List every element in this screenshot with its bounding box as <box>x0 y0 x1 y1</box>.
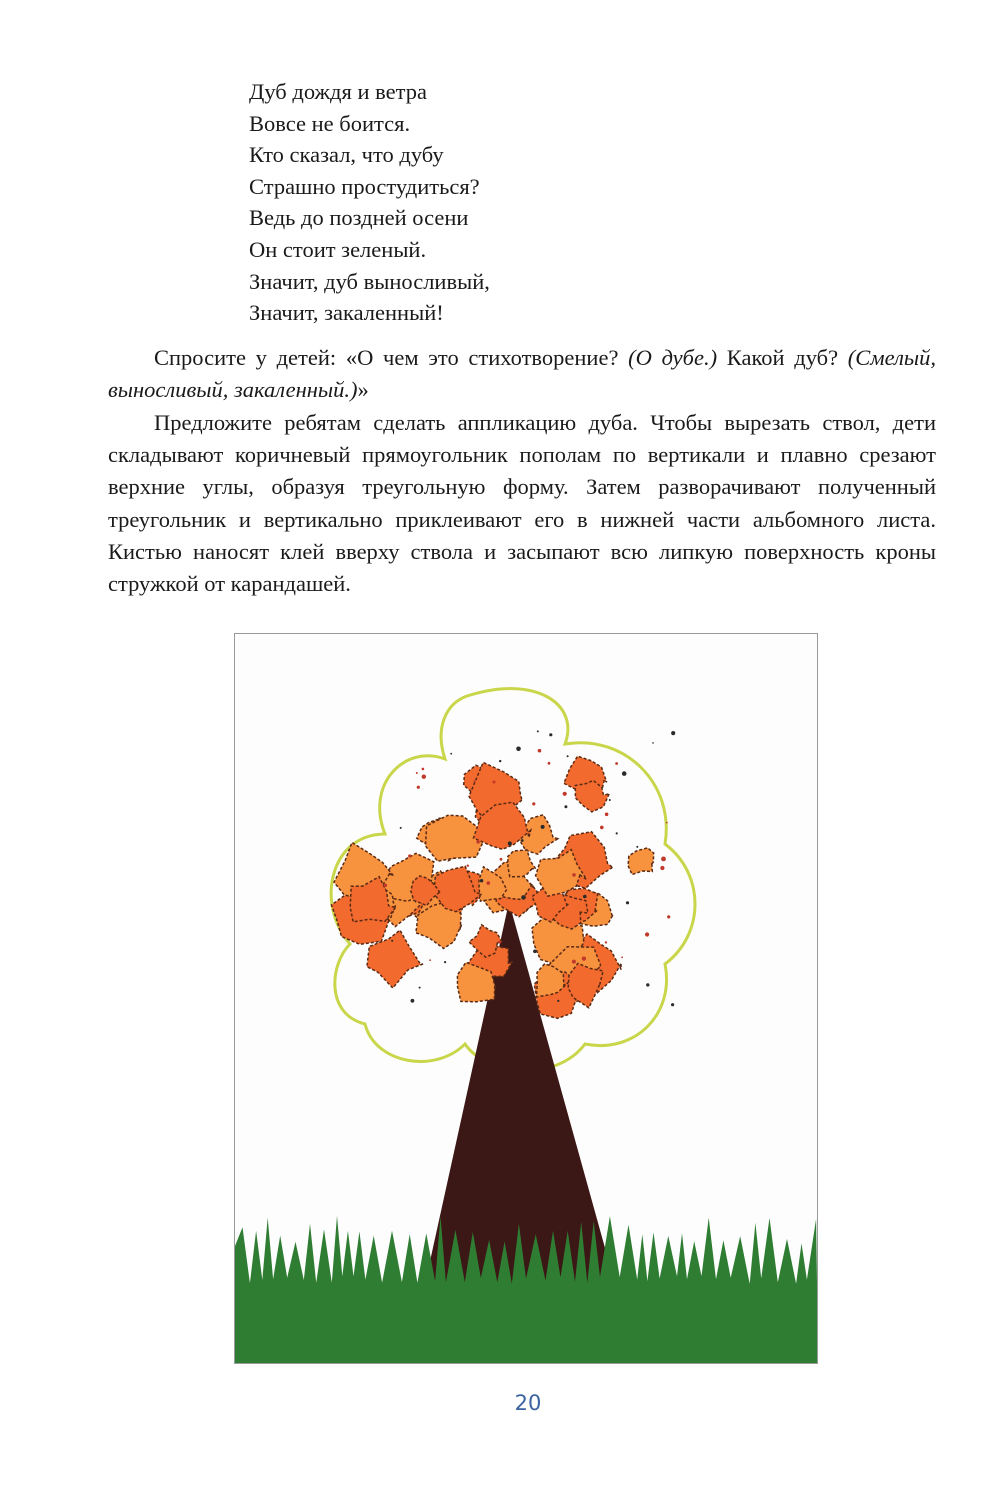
speck <box>582 956 586 960</box>
speck <box>450 753 452 755</box>
speck <box>521 895 526 900</box>
speck <box>660 866 664 870</box>
poem-line: Значит, дуб выносливый, <box>249 268 490 294</box>
speck <box>416 772 418 774</box>
speck <box>422 775 426 779</box>
speck <box>572 873 576 877</box>
speck <box>667 915 670 918</box>
oak-applique-illustration <box>235 634 817 1363</box>
paragraph-questions <box>108 342 936 406</box>
speck <box>621 956 623 958</box>
speck <box>636 846 638 848</box>
answer-italic: (О дубе.) <box>628 345 718 370</box>
pencil-shaving <box>508 850 536 877</box>
speck <box>671 731 675 735</box>
paragraph-text: Какой дуб? <box>717 345 848 370</box>
speck <box>557 1000 559 1002</box>
speck <box>537 730 539 732</box>
speck <box>480 879 483 882</box>
speck <box>538 749 542 753</box>
speck <box>476 840 479 843</box>
speck <box>626 901 629 904</box>
speck <box>563 792 567 796</box>
speck <box>541 825 545 829</box>
speck <box>400 827 402 829</box>
poem-line: Значит, закаленный! <box>249 300 444 326</box>
poem-line: Он стоит зеленый. <box>249 236 427 262</box>
speck <box>391 940 393 942</box>
speck <box>600 826 604 830</box>
pencil-shaving <box>628 848 654 875</box>
speck <box>609 799 611 801</box>
speck <box>419 987 421 989</box>
speck <box>411 999 415 1003</box>
page-number: 20 <box>514 1391 542 1415</box>
pencil-shaving <box>575 781 609 812</box>
speck <box>646 983 649 986</box>
poem <box>249 76 669 329</box>
poem-line: Вовсе не боится. <box>249 110 411 136</box>
speck <box>467 865 469 867</box>
speck <box>666 822 668 824</box>
speck <box>622 771 627 776</box>
speck <box>652 742 654 744</box>
speck <box>408 854 411 857</box>
paragraph-text: Спросите у детей: «О чем это стихотворение? <box>154 345 629 370</box>
speck <box>500 858 503 861</box>
answer-italic: (Смелый, выносливый, закаленный.) <box>108 345 936 403</box>
speck <box>616 832 618 834</box>
speck <box>498 941 501 944</box>
speck <box>417 786 420 789</box>
speck <box>661 857 666 862</box>
speck <box>605 941 607 943</box>
speck <box>572 960 576 964</box>
poem-line: Ведь до поздней осени <box>249 205 469 231</box>
speck <box>532 802 535 805</box>
poem-line: Страшно простудиться? <box>249 173 480 199</box>
speck <box>645 932 649 936</box>
speck <box>521 839 524 842</box>
speck <box>384 884 388 888</box>
speck <box>474 780 476 782</box>
oak-applique-photo <box>234 633 818 1364</box>
speck <box>487 881 491 885</box>
speck <box>429 959 431 961</box>
speck <box>508 841 512 845</box>
speck <box>583 895 587 899</box>
speck <box>671 1003 674 1006</box>
speck <box>567 755 569 757</box>
speck <box>422 768 425 771</box>
speck <box>615 762 618 765</box>
poem-line: Дуб дождя и ветра <box>249 79 427 104</box>
speck <box>499 760 501 762</box>
speck <box>548 762 551 765</box>
poem-line: Кто сказал, что дубу <box>249 142 444 168</box>
paragraph-text: » <box>357 377 369 403</box>
speck <box>444 961 446 963</box>
speck <box>564 805 567 808</box>
speck <box>605 813 609 817</box>
speck <box>516 747 521 752</box>
paragraph-instructions <box>108 407 936 600</box>
paragraph-text: Предложите ребятам сделать аппликацию дуба. Чтобы вырезать ствол, дети складывают коричневый прямоугольник пополам по вертикали и плавно срезают верхние углы, образуя треугольную форму. Затем разворачивают полученный треугольник и вертикально приклеивают его в нижней части альбомного листа. Кистью наносят клей вверху ствола и засыпают всю липкую поверхность кроны стружкой от карандашей. <box>108 410 936 597</box>
speck <box>533 950 537 954</box>
speck <box>493 781 496 784</box>
speck <box>549 733 552 736</box>
